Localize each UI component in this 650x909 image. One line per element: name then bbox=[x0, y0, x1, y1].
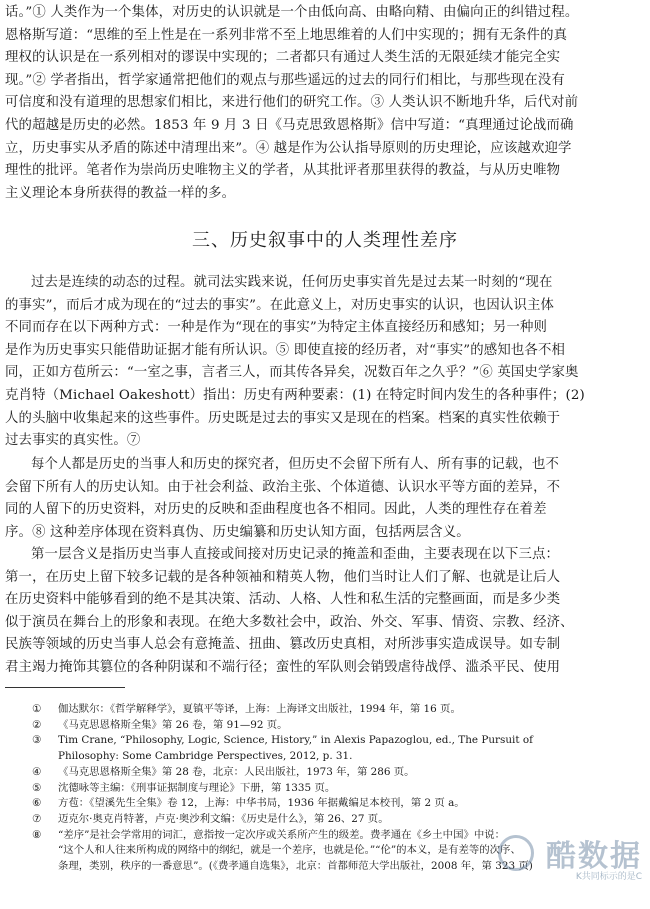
text-line: 恩格斯写道：“思维的至上性是在一系列非常不至上地思维着的人们中实现的；拥有无条件的真 bbox=[5, 27, 568, 43]
footnote-item bbox=[32, 812, 632, 828]
footnote-text: 沈德咏等主编：《刑事证据制度与理论》下册，第 1335 页。 bbox=[58, 781, 336, 794]
text-line: 序。⑧ 这种差序体现在资料真伪、历史编纂和历史认知方面，包括两层含义。 bbox=[5, 524, 470, 540]
section-heading: 三、历史叙事中的人类理性差序 bbox=[192, 230, 458, 251]
text-line: 主义理论本身所获得的教益一样的多。 bbox=[5, 185, 236, 201]
footnote-text: 《马克思恩格斯全集》第 28 卷，北京：人民出版社，1973 年，第 286 页。 bbox=[58, 765, 415, 778]
text-line: 现。”② 学者指出，哲学家通常把他们的观点与那些遥远的过去的同行们相比，与那些现在没有 bbox=[5, 72, 565, 88]
footnote-text: 方苞：《望溪先生全集》卷 12，上海：中华书局，1936 年据戴编足本校刊，第 2 页 a。 bbox=[58, 797, 465, 810]
text-line: 同的人留下的历史资料，对历史的反映和歪曲程度也各不相同。因此，人类的理性存在着差 bbox=[5, 502, 547, 518]
footnote-number: ③ bbox=[32, 734, 42, 747]
text-line: 每个人都是历史的当事人和历史的探究者，但历史不会留下所有人、所有事的记载，也不 bbox=[31, 457, 560, 472]
text-line: 第一，在历史上留下较多记载的是各种领袖和精英人物，他们当时让人们了解、也就是让后人 bbox=[5, 569, 561, 585]
footnote-number: ① bbox=[32, 703, 42, 715]
text-line: 理性的批评。笔者作为崇尚历史唯物主义的学者，从其批评者那里获得的教益，与从历史唯物 bbox=[5, 163, 561, 179]
footnote-item bbox=[32, 733, 632, 749]
text-line: 在历史资料中能够看到的绝不是其决策、活动、人格、人性和私生活的完整画面，而是多少类 bbox=[5, 592, 561, 608]
footnote-item bbox=[32, 796, 632, 812]
watermark-title: 酷数据 bbox=[546, 839, 642, 874]
text-line: 民族等领域的历史当事人总会有意掩盖、扭曲、篡改历史真相，对所涉事实造成误导。如专制 bbox=[5, 637, 561, 653]
footnote-number: ⑦ bbox=[32, 812, 42, 825]
text-line: 君主竭力掩饰其篡位的各种阴谋和不端行径；蛮性的军队则会销毁虐待战俘、滥杀平民、使用 bbox=[5, 659, 561, 675]
footnote-number: ⑥ bbox=[32, 797, 42, 810]
footnote-item bbox=[32, 749, 632, 765]
footnote-number: ④ bbox=[32, 765, 42, 778]
footnote-text: Philosophy: Some Cambridge Perspectives, 2012, p. 31. bbox=[58, 750, 353, 763]
top-paragraph bbox=[5, 2, 627, 205]
text-line: 话。”① 人类作为一个集体，对历史的认识就是一个由低向高、由略向精、由偏向正的纠错过程。 bbox=[5, 5, 579, 20]
footnote-text: 《马克思恩格斯全集》第 26 卷，第 91—92 页。 bbox=[58, 718, 288, 731]
text-line: 会留下所有人的历史认知。由于社会利益、政治主张、个体道德、认识水平等方面的差异，不 bbox=[5, 479, 561, 495]
text-line: 不同而存在以下两种方式：一种是作为“现在的事实”为特定主体直接经历和感知；另一种则 bbox=[5, 320, 548, 336]
footnote-item bbox=[32, 781, 632, 797]
footnote-number: ② bbox=[32, 718, 42, 731]
footnote-number: ⑧ bbox=[32, 828, 42, 841]
footnote-text: 伽达默尔：《哲学解释学》，夏镇平等译，上海：上海译文出版社，1994 年，第 16 页。 bbox=[58, 703, 461, 715]
text-line: 立，历史事实从矛盾的陈述中清理出来”。④ 越是作为公认指导原则的历史理论，应该越欢迎学 bbox=[5, 140, 572, 156]
text-line: 似于演员在舞台上的形象和表现。在绝大多数社会中，政治、外交、军事、情资、宗教、经济、 bbox=[5, 614, 574, 630]
watermark-logo-icon bbox=[498, 835, 534, 871]
text-line: 理权的认识是在一系列相对的谬误中实现的；二者都只有通过人类生活的无限延续才能完全实 bbox=[5, 50, 561, 66]
footnote-item bbox=[32, 702, 632, 718]
text-line: 过去是连续的动态的过程。就司法实践来说，任何历史事实首先是过去某一时刻的“现在 bbox=[31, 275, 553, 290]
text-line: 人的头脑中收集起来的这些事件。历史既是过去的事实又是现在的档案。档案的真实性依赖于 bbox=[5, 410, 561, 426]
footnote-number: ⑤ bbox=[32, 781, 42, 794]
watermark-subtitle: K共同标示的是C bbox=[575, 872, 642, 882]
paragraph-first-meaning bbox=[5, 544, 627, 680]
text-line: 的事实”，而后才成为现在的“过去的事实”。在此意义上，对历史事实的认识，也因认识主体 bbox=[5, 297, 555, 313]
text-line: 代的超越是历史的必然。1853 年 9 月 3 日《马克思致恩格斯》信中写道：“真理通过论战而确 bbox=[5, 117, 574, 133]
footnote-text: 迈克尔·奥克肖特著，卢克·奥沙利文编：《历史是什么》，第 26、27 页。 bbox=[58, 812, 389, 825]
watermark bbox=[502, 831, 642, 891]
footnote-item bbox=[32, 765, 632, 781]
paragraph-past-events bbox=[5, 272, 627, 453]
footnote-divider bbox=[5, 687, 125, 688]
paragraph-historical-parties bbox=[5, 454, 627, 544]
footnote-text: Tim Crane, “Philosophy, Logic, Science, History,” in Alexis Papazoglou, ed., The Pursuit of bbox=[58, 734, 533, 747]
text-line: 过去事实的真实性。⑦ bbox=[5, 433, 141, 449]
footnote-text: “差序”是社会学常用的词汇，意指按一定次序或关系所产生的级差。费孝通在《乡土中国》中说： bbox=[58, 828, 506, 841]
footnote-text: 条理，类别，秩序的一番意思”。(《费孝通自选集》，北京：首都师范大学出版社，2008 年，第 323 页) bbox=[58, 860, 533, 873]
text-line: 是作为历史事实只能借助证据才能有所认识。⑤ 即使直接的经历者，对“事实”的感知也各不相 bbox=[5, 342, 566, 358]
text-line: 克肖特（Michael Oakeshott）指出：历史有两种要素：(1) 在特定时间内发生的各种事件；(2) bbox=[5, 387, 585, 403]
footnote-item bbox=[32, 718, 632, 734]
text-line: 第一层含义是指历史当事人直接或间接对历史记录的掩盖和歪曲，主要表现在以下三点： bbox=[31, 547, 560, 562]
footnote-text: “这个人和人往来所构成的网络中的纲纪，就是一个差序，也就是伦。”“伦”的本义，是有差等的次序、 bbox=[58, 844, 521, 857]
text-line: 可信度和没有道理的思想家们相比，来进行他们的研究工作。③ 人类认识不断地升华，后代对前 bbox=[5, 95, 579, 111]
text-line: 同，正如方苞所云：“一室之事，言者三人，而其传各异矣，况数百年之久乎？”⑥ 英国史学家奥 bbox=[5, 365, 579, 381]
